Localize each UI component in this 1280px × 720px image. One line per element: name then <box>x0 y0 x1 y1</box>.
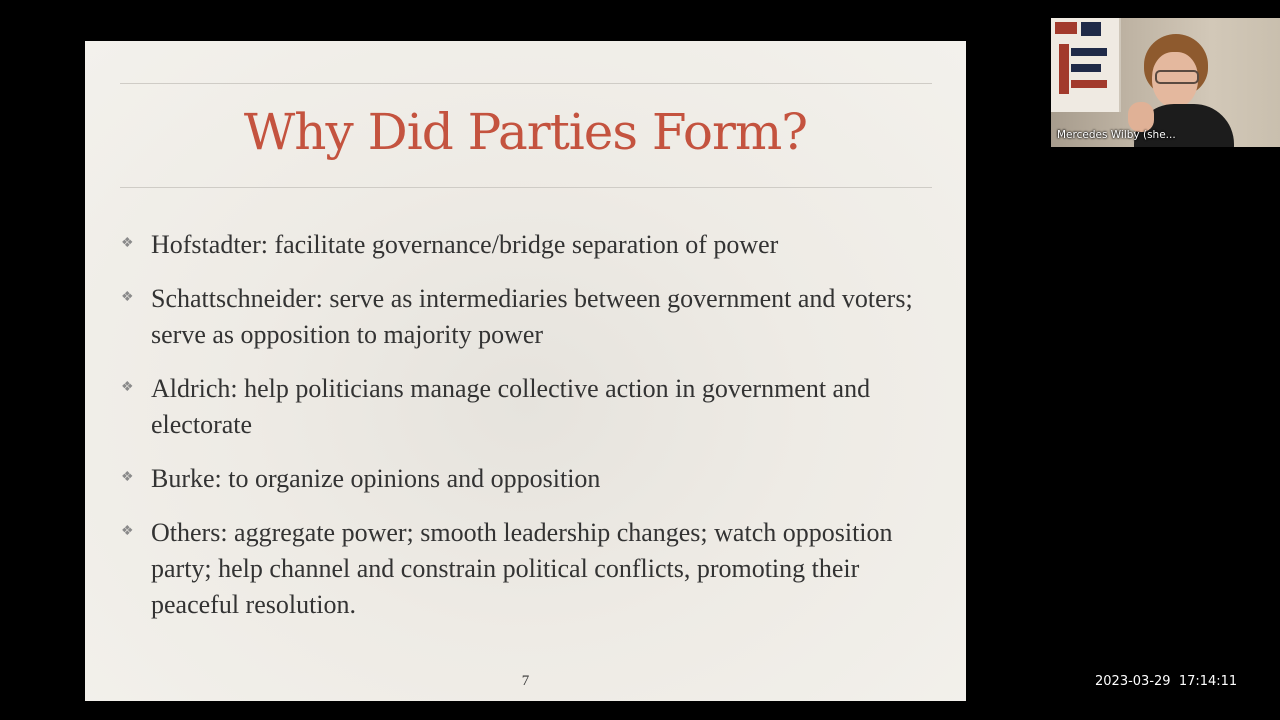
title-bottom-rule <box>120 187 932 188</box>
bullet-item-others <box>121 515 941 623</box>
bullet-item-hofstadter <box>121 227 941 263</box>
bullet-text: Burke: to organize opinions and opposition <box>151 464 601 493</box>
bullet-text: Schattschneider: serve as intermediaries between government and voters; serve as opposition to majority power <box>151 284 913 349</box>
diamond-bullet-icon: ❖ <box>121 380 134 395</box>
title-top-rule <box>120 83 932 84</box>
bullet-item-schattschneider <box>121 281 941 353</box>
bullet-list <box>121 227 941 641</box>
bullet-text: Others: aggregate power; smooth leadership changes; watch opposition party; help channel and constrain political conflicts, promoting their peaceful resolution. <box>151 518 893 619</box>
poster-shape <box>1071 64 1101 72</box>
poster-shape <box>1059 44 1069 94</box>
diamond-bullet-icon: ❖ <box>121 470 134 485</box>
slide-page-number: 7 <box>521 673 530 689</box>
bullet-item-burke <box>121 461 941 497</box>
wall-poster <box>1051 18 1121 112</box>
diamond-bullet-icon: ❖ <box>121 290 134 305</box>
slide-title: Why Did Parties Form? <box>243 103 808 161</box>
diamond-bullet-icon: ❖ <box>121 524 134 539</box>
poster-shape <box>1071 80 1107 88</box>
participant-video-tile[interactable] <box>1051 18 1280 147</box>
bullet-text: Hofstadter: facilitate governance/bridge separation of power <box>151 230 779 259</box>
diamond-bullet-icon: ❖ <box>121 236 134 251</box>
bullet-item-aldrich <box>121 371 941 443</box>
participant-glasses <box>1155 70 1199 84</box>
poster-shape <box>1081 22 1101 36</box>
bullet-text: Aldrich: help politicians manage collective action in government and electorate <box>151 374 871 439</box>
poster-shape <box>1055 22 1077 34</box>
shared-slide <box>85 41 966 701</box>
recording-timestamp: 2023-03-29 17:14:11 <box>1095 674 1238 689</box>
participant-name-label: Mercedes Wilby (she... <box>1057 129 1176 141</box>
poster-shape <box>1071 48 1107 56</box>
